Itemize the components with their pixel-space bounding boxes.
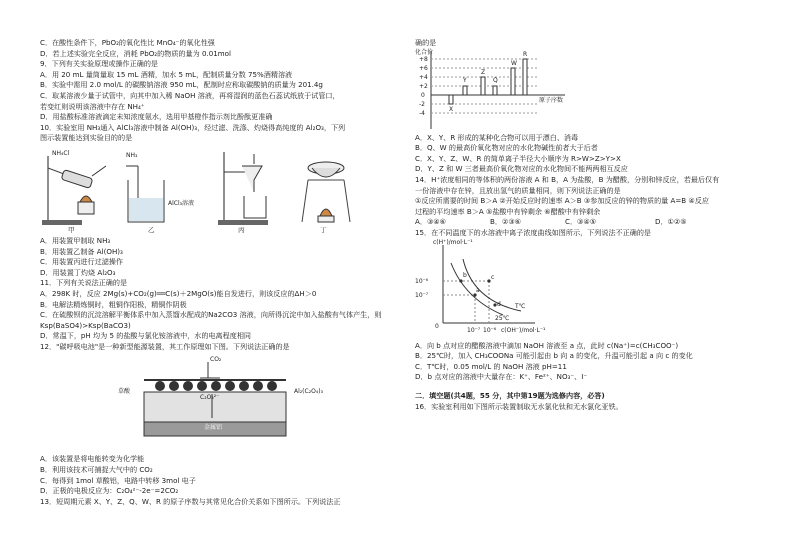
q15-xlabel: c(OH⁻)/mol·L⁻¹ [501,326,546,334]
label-q: Q [493,76,498,84]
label-y: Y [463,76,467,84]
q14-option-d: D．①②⑤ [655,217,687,227]
carbon-battery-figure [40,354,385,452]
caption-ding: 丁 [320,226,327,235]
tick-x-1e-7: 10⁻⁷ [467,326,481,334]
q10-stem-cont: 图示装置能达到实验目的的是 [40,133,133,143]
q15-ylabel: c(H⁺)/mol·L⁻¹ [433,238,473,246]
alcl3-label: AlCl₃溶液 [168,199,195,207]
q9-option-c-cont: 若变红则说明该溶液中存在 NH₄⁺ [40,101,145,111]
label-z: Z [481,68,486,76]
co2-label: CO₂ [210,356,222,364]
section-fill-in: 二．填空题(共4题，55 分，其中第19题为选修内容，必答) [415,390,605,400]
q11-option-a: A．298K 时，反应 2Mg(s)+CO₂(g)══C(s)＋2MgO(s)能自发进行，则该反应的ΔH＞0 [40,288,317,298]
point-a: a [476,286,480,294]
oxalate-label: C₂O₄²⁻ [200,394,220,402]
q14-option-a: A．③④⑥ [415,217,447,227]
tick-x-1e-6: 10⁻⁶ [483,326,497,334]
q15-stem: 15．在不同温度下的水溶液中离子浓度曲线如图所示，下列说法不正确的是 [415,227,652,237]
q11-option-c-cont: Ksp(BaSO4)>Ksp(BaCO3) [40,320,131,330]
origin-label: 0 [435,322,439,330]
q12-option-d: D．正极的电极反应为：C₂O₄²⁻-2e⁻=2CO₂ [40,486,179,496]
q13-option-c: C．X、Y、Z、W、R 的简单离子半径大小顺序为 R>W>Z>Y>X [415,153,621,163]
q10-option-b: B．用装置乙制备 Al(OH)₃ [40,246,123,256]
left-column [40,38,385,507]
q10-option-d: D．用装置丁灼烧 Al₂O₃ [40,267,116,277]
apparatus-bing [218,146,278,226]
tick-y-1e-7: 10⁻⁷ [415,291,429,299]
nh4cl-label: NH₄Cl [52,149,70,157]
label-r: R [523,50,528,58]
q15-option-a: A．向 b 点对应的醋酸溶液中滴加 NaOH 溶液至 a 点，此时 c(Na⁺)=c(CH₃COO⁻) [415,340,679,350]
caption-yi: 乙 [148,226,155,235]
curve-25: 25℃ [495,314,510,322]
label-w: W [511,59,517,67]
q13-option-b: B．Q、W 的最高价氧化物对应的水化物碱性前者大于后者 [415,143,598,153]
q9-stem: 9．下列有关实验原理或操作正确的是 [40,59,159,69]
oxalic-acid-label: 草酸 [118,388,131,396]
q9-option-b: B．实验中需用 2.0 mol/L 的碳酸钠溶液 950 mL，配制时应称取碳酸钠的质量为 201.4g [40,80,323,90]
q13-stem-cont: 确的是 [415,38,437,47]
apparatus-yi [118,156,188,226]
q11-option-c: C．在硫酸钡的沉淀溶解平衡体系中加入蒸馏水配成的Na2CO3 溶液，向所得沉淀中加入盐酸有气体产生，则 [40,310,382,320]
q10-option-c: C．用装置丙进行过滤操作 [40,257,123,267]
q16-stem: 16．实验室利用如下图所示装置制取无水氯化钛和无水氯化亚铁。 [415,401,623,411]
apparatus-jia [40,146,110,226]
right-column [415,38,760,412]
q10-option-a: A．用装置甲制取 NH₃ [40,235,111,245]
aluminum-label: 金属铝 [204,424,223,432]
point-b: b [463,271,467,279]
tick-y-1e-6: 10⁻⁶ [415,277,429,285]
q9-option-a: A．用 20 mL 量筒量取 15 mL 酒精，加水 5 mL，配制质量分数 75%酒精溶液 [40,69,293,79]
q8-option-d: D．若上述实验完全反应，消耗 PbO₂的物质的量为 0.01mol [40,48,231,58]
q15-option-d: D．b 点对应的溶液中大量存在：K⁺、Fe²⁺、NO₃⁻、I⁻ [415,372,588,382]
q14-options [415,217,760,228]
q14-option-c: C．③④⑤ [565,217,597,227]
q9-option-d: D．用盐酸标准溶液滴定未知浓度氨水，选用甲基橙作指示剂比酚酞更准确 [40,112,273,122]
caption-jia: 甲 [68,226,75,235]
label-x: X [449,105,454,113]
chart-ylabel: 化合价 [415,48,434,56]
valence-chart [415,49,760,133]
q14-option-b: B．②③⑥ [490,217,522,227]
tick-p6: +6 [419,64,428,72]
q14-statements-cont: 过程的平均速率 B＞A ⑤盐酸中有锌剩余 ⑥醋酸中有锌剩余 [415,206,601,216]
q14-stem: 14．H⁺浓度相同的等体积的两份溶液 A 和 B，A 为盐酸，B 为醋酸，分别和锌反应，若最后仅有 [415,174,720,184]
q12-stem: 12．"碳呼吸电池"是一种新型能源装置，其工作原理如下图。下列说法正确的是 [40,341,290,351]
q11-option-b: B．电解法精炼铜时，粗铜作阳极，精铜作阴极 [40,299,187,309]
q11-stem: 11．下列有关说法正确的是 [40,278,128,288]
chart-xlabel: 原子序数 [539,96,564,104]
curve-t: T℃ [515,302,526,310]
q12-option-c: C．每得到 1mol 草酸铝，电路中转移 3mol 电子 [40,475,196,485]
q9-option-c: C．取某溶液少量于试管中，向其中加入稀 NaOH 溶液，再将湿润的蓝色石蕊试纸放于试管口， [40,90,340,100]
al-oxalate-label: Al₂(C₂O₄)₃ [294,388,323,396]
q8-option-c: C．在酸性条件下，PbO₂的氧化性比 MnO₄⁻的氧化性强 [40,38,215,47]
apparatus-figure [40,144,385,236]
tick-p4: +4 [419,73,428,81]
q13-option-a: A．X、Y、R 形成的某种化合物可以用于漂白、消毒 [415,132,579,142]
point-c: c [491,273,495,281]
q11-option-d: D．常温下，pH 均为 5 的盐酸与氯化铵溶液中，水的电离程度相同 [40,331,252,341]
q13-stem: 13．短周期元素 X、Y、Z、Q、W、R 的原子序数与其常见化合价关系如下图所示。下列说法正 [40,496,341,506]
ion-concentration-figure [415,239,760,341]
tick-m2: -2 [419,100,425,108]
tick-p8: +8 [419,55,428,63]
q10-stem: 10．实验室用 NH₃通入 AlCl₃溶液中制备 Al(OH)₃，经过滤、洗涤、灼烧得高纯度的 Al₂O₃，下列 [40,122,346,132]
q12-option-a: A．该装置是将电能转变为化学能 [40,454,145,464]
q15-option-c: C．T℃时，0.05 mol/L 的 NaOH 溶液 pH=11 [415,361,567,371]
q14-statements: ①反应所需要的时间 B＞A ②开始反应时的速率 A＞B ③参加反应的锌的物质的量 A=B ④反应 [415,196,709,206]
point-d: d [497,300,501,308]
tick-p2: +2 [419,82,428,90]
nh3-label: NH₃ [126,151,138,159]
apparatus-ding [298,146,358,226]
q15-option-b: B．25℃时，加入 CH₃COONa 可能引起由 b 向 a 的变化，升温可能引起 a 向 c 的变化 [415,351,693,361]
tick-0: 0 [421,91,425,99]
q13-option-d: D．Y、Z 和 W 三者最高价氧化物对应的水化物间不能两两相互反应 [415,164,628,174]
caption-bing: 丙 [238,226,245,235]
tick-m4: -4 [419,109,425,117]
q12-option-b: B．利用该技术可捕捉大气中的 CO₂ [40,465,153,475]
q14-stem-cont: 一份溶液中存在锌，且放出氢气的质量相同，则下列说法正确的是 [415,185,621,195]
